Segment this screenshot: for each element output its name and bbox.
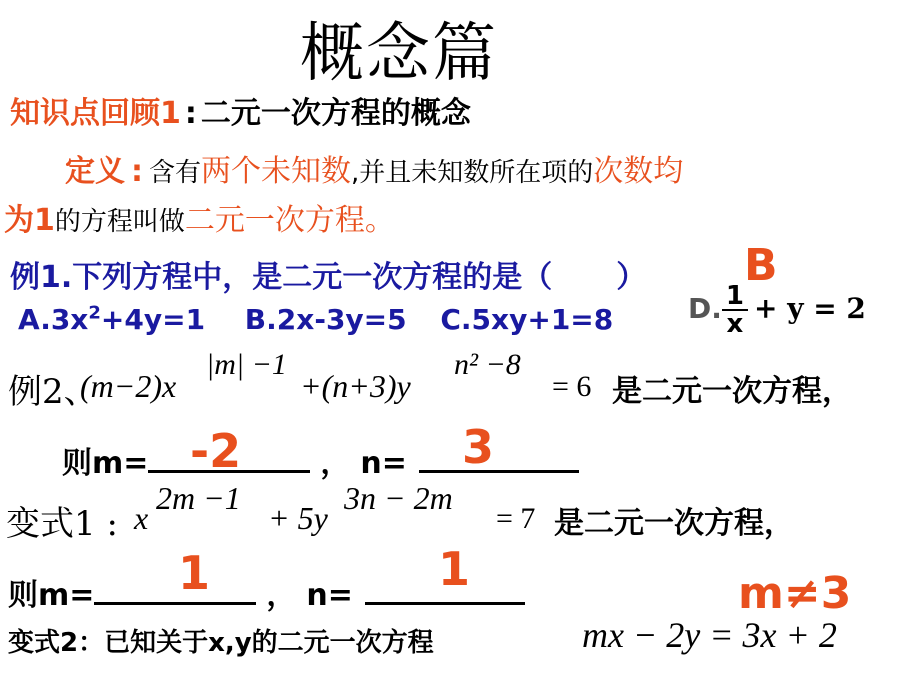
variant1-tail: 是二元一次方程， — [554, 506, 794, 541]
definition-highlight-1: 两个未知数 — [201, 154, 352, 189]
example2-answer-line — [62, 438, 579, 482]
variant2-expr: mx − 2y = 3x + 2 — [582, 615, 837, 655]
variant1-comma: ， — [266, 578, 297, 613]
definition-highlight-2b: 为1 — [4, 203, 55, 238]
variant1-n-label: n= — [306, 578, 353, 613]
example2-tail: 是二元一次方程， — [612, 374, 852, 409]
section-colon: : — [184, 96, 197, 131]
variant1-answer-m: 1 — [178, 546, 211, 600]
example2-m-label: 则m= — [62, 446, 149, 481]
example2-expr-3: = 6 — [552, 370, 592, 403]
variant1-expr-1: x — [134, 500, 149, 536]
example2-expr-1: (m−2)x — [80, 368, 177, 404]
option-d — [688, 283, 866, 337]
option-d-numerator: 1 — [722, 283, 748, 311]
example2-expr-2: +(n+3)y — [300, 368, 411, 404]
section-heading — [10, 88, 471, 132]
definition-highlight-3: 二元一次方程。 — [184, 203, 395, 238]
example2-exp-1: |m| −1 — [206, 348, 287, 381]
option-d-prefix: D. — [688, 292, 722, 325]
example2-exp-2: n² −8 — [454, 348, 521, 381]
definition-label: 定义 — [65, 154, 125, 189]
variant1-expr-2: + 5y — [268, 500, 328, 536]
example2-answer-m: -2 — [190, 424, 242, 478]
option-c: C.5xy+1=8 — [440, 303, 614, 337]
example1-options — [18, 303, 613, 336]
example2-comma: ， — [320, 446, 351, 481]
definition-highlight-2a: 次数均 — [593, 154, 684, 189]
option-a: $A.3x^2+4y=1$ — [18, 303, 206, 337]
variant1-note: m≠3 — [738, 568, 852, 619]
definition-line-2 — [4, 195, 395, 239]
variant2-text: 变式2：已知关于x,y的二元一次方程 — [8, 628, 434, 658]
variant1-expr-3: = 7 — [496, 502, 536, 535]
definition-line-1 — [65, 146, 683, 190]
definition-text-1: 含有 — [149, 158, 202, 188]
variant1-exp-2: 3n − 2m — [344, 480, 453, 516]
example2-label: 例2、 — [8, 372, 98, 412]
section-topic: 二元一次方程的概念 — [200, 96, 471, 131]
option-d-fraction — [722, 283, 748, 337]
variant1-exp-1: 2m −1 — [156, 480, 241, 516]
example1-question — [10, 252, 646, 296]
page-title: 概念篇 — [300, 17, 498, 91]
variant1-m-blank — [94, 602, 256, 605]
option-d-suffix: + y = 2 — [753, 292, 866, 325]
option-b: B.2x-3y=5 — [244, 303, 407, 337]
variant1-answer-n: 1 — [438, 542, 471, 596]
section-label: 知识点回顾1 — [10, 96, 181, 131]
definition-colon: : — [131, 154, 143, 189]
example2-n-label: n= — [360, 446, 407, 481]
variant1-n-blank — [365, 602, 525, 605]
definition-text-2: ,并且未知数所在项的 — [351, 158, 594, 188]
variant1-line — [6, 480, 916, 550]
variant1-label: 变式1 : — [6, 504, 118, 544]
variant1-m-label: 则m= — [8, 578, 95, 613]
example2-line — [8, 350, 918, 420]
example1-answer: B — [744, 240, 778, 291]
variant2-line — [8, 622, 434, 659]
definition-text-3: 的方程叫做 — [54, 207, 185, 237]
example1-close: ） — [616, 260, 647, 295]
example1-question-text: 例1.下列方程中，是二元一次方程的是（ — [10, 260, 553, 295]
example2-n-blank — [419, 470, 579, 473]
example2-answer-n: 3 — [462, 420, 495, 474]
option-d-denominator: x — [726, 309, 744, 339]
